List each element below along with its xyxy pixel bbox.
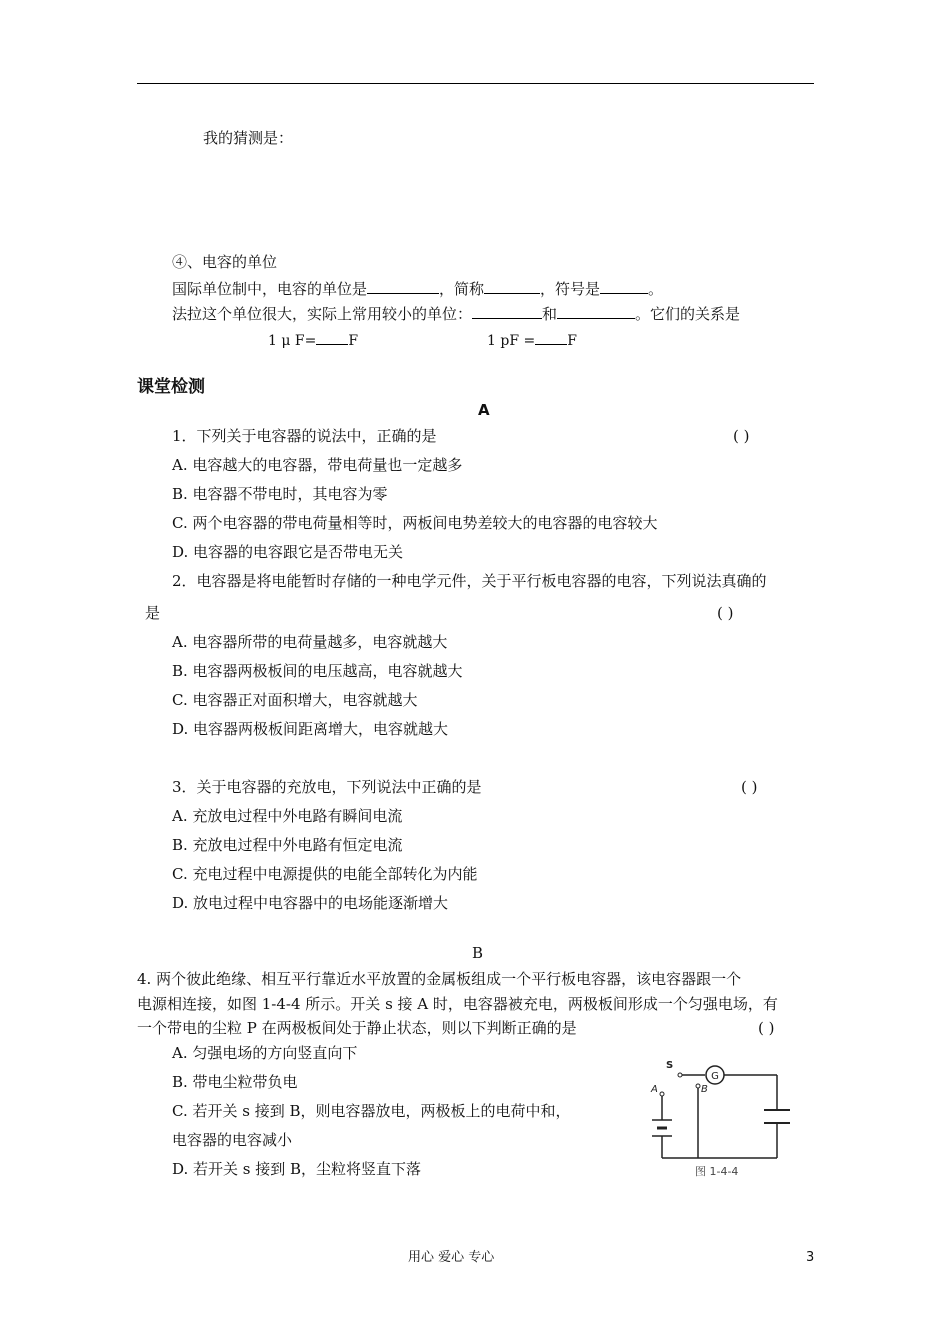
capacitor-symbol [764,1110,790,1123]
blank-small-unit-1[interactable] [472,302,542,319]
section-title: 课堂检测 [137,377,205,397]
q1-option-b: B. 电容器不带电时，其电容为零 [172,485,388,503]
battery-symbol [652,1120,672,1136]
blank-small-unit-2[interactable] [557,302,635,319]
q3-option-b: B. 充放电过程中外电路有恒定电流 [172,836,403,854]
level-a-label: A [478,401,490,419]
blank-unit-symbol[interactable] [600,277,648,294]
q2-stem-cont: 是 [145,604,161,622]
q4-option-a: A. 匀强电场的方向竖直向下 [172,1044,358,1062]
q4-answer-paren[interactable]: ( ) [758,1019,775,1037]
q2-option-a: A. 电容器所带的电荷量越多，电容就越大 [172,633,448,651]
q4-option-c: C. 若开关 s 接到 B，则电容器放电，两极板上的电荷中和， [172,1102,571,1120]
blank-unit-name[interactable] [367,277,439,294]
pf-relation: 1 pF = F [487,328,577,351]
switch-label: S [666,1060,674,1071]
blank-pf[interactable] [535,328,567,345]
q1-option-c: C. 两个电容器的带电荷量相等时，两板间电势差较大的电容器的电容较大 [172,514,658,532]
q2-option-b: B. 电容器两极板间的电压越高，电容就越大 [172,662,463,680]
q4-option-c-cont: 电容器的电容减小 [172,1131,293,1149]
page-number: 3 [806,1250,815,1265]
q2-option-d: D. 电容器两极板间距离增大，电容就越大 [172,720,449,738]
blank-uf[interactable] [316,328,348,345]
q3-stem: 3．关于电容器的充放电，下列说法中正确的是 [172,778,482,796]
terminal-a [660,1092,664,1096]
q1-stem: 1．下列关于电容器的说法中，正确的是 [172,427,437,445]
q1-answer-paren[interactable]: ( ) [733,427,750,445]
switch-pivot [678,1073,682,1077]
q4-line-2: 电源相连接，如图 1-4-4 所示。开关 s 接 A 时，电容器被充电，两极板间形成一个匀强电场，有 [137,995,778,1013]
blank-unit-short[interactable] [484,277,540,294]
q3-option-a: A. 充放电过程中外电路有瞬间电流 [172,807,403,825]
footer-motto: 用心 爱心 专心 [408,1250,495,1265]
uf-relation: 1 μ F= F [268,328,358,351]
q3-option-c: C. 充电过程中电源提供的电能全部转化为内能 [172,865,478,883]
q1-option-d: D. 电容器的电容跟它是否带电无关 [172,543,404,561]
q4-line-1: 4. 两个彼此绝缘、相互平行靠近水平放置的金属板组成一个平行板电容器，该电容器跟一个 [137,970,742,988]
figure-caption: 图 1-4-4 [695,1165,739,1178]
q2-option-c: C. 电容器正对面积增大，电容就越大 [172,691,418,709]
terminal-a-label: A [651,1084,658,1095]
circuit-figure [640,1058,790,1178]
terminal-b [696,1084,700,1088]
level-b-label: B [472,944,484,962]
q3-option-d: D. 放电过程中电容器中的电场能逐渐增大 [172,894,449,912]
q3-answer-paren[interactable]: ( ) [741,778,758,796]
q4-option-d: D. 若开关 s 接到 B，尘粒将竖直下落 [172,1160,422,1178]
q2-answer-paren[interactable]: ( ) [717,604,734,622]
guess-label: 我的猜测是： [203,129,294,147]
unit-section-title: ④、电容的单位 [172,253,278,271]
unit-line-2: 法拉这个单位很大，实际上常用较小的单位： 和 。它们的关系是 [172,302,740,324]
galvanometer-label: G [711,1071,719,1082]
q2-stem: 2．电容器是将电能暂时存储的一种电学元件，关于平行板电容器的电容，下列说法真确的 [172,572,767,590]
terminal-b-label: B [701,1084,708,1095]
q4-line-3: 一个带电的尘粒 P 在两极板间处于静止状态，则以下判断正确的是 [137,1019,577,1037]
header-rule [137,83,814,84]
unit-line-1: 国际单位制中，电容的单位是 ，简称 ，符号是 。 [172,277,663,299]
q4-option-b: B. 带电尘粒带负电 [172,1073,298,1091]
q1-option-a: A. 电容越大的电容器，带电荷量也一定越多 [172,456,463,474]
